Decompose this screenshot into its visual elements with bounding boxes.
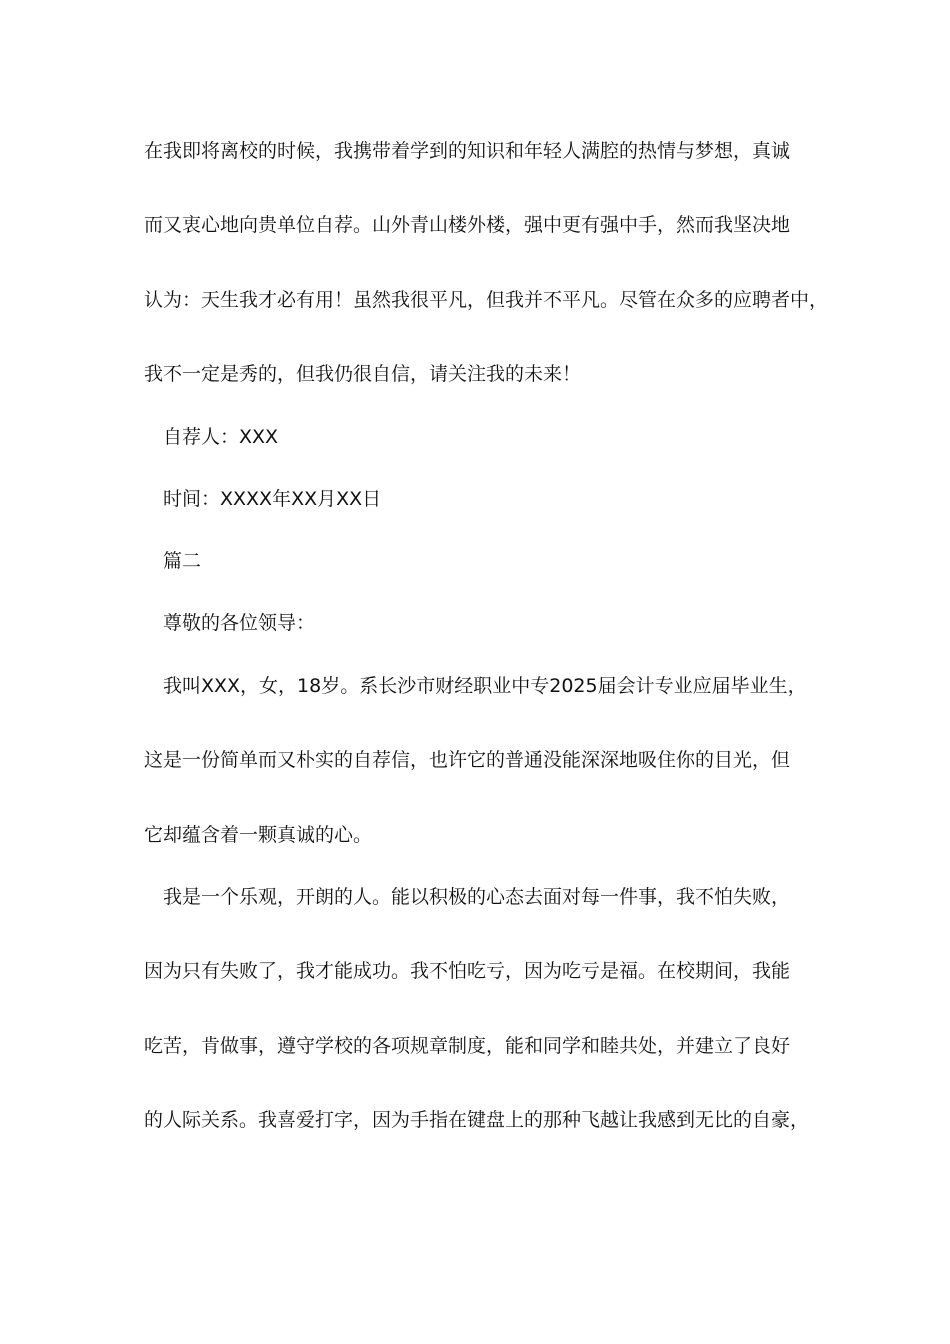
- paragraph-line: 吃苦，肯做事，遵守学校的各项规章制度，能和同学和睦共处，并建立了良好: [144, 1035, 791, 1057]
- paragraph-line: 它却蕴含着一颗真诚的心。: [144, 824, 373, 846]
- signature-line: 自荐人：XXX: [163, 426, 279, 448]
- paragraph-line: 这是一份简单而又朴实的自荐信，也许它的普通没能深深地吸住你的目光，但: [144, 749, 791, 771]
- paragraph-line: 我叫XXX，女，18岁。系长沙市财经职业中专2025届会计专业应届毕业生，: [163, 675, 807, 697]
- paragraph-line: 我不一定是秀的，但我仍很自信，请关注我的未来！: [144, 363, 582, 385]
- salutation: 尊敬的各位领导：: [163, 612, 316, 634]
- paragraph-line: 的人际关系。我喜爱打字，因为手指在键盘上的那种飞越让我感到无比的自豪，: [144, 1109, 810, 1131]
- paragraph-line: 而又衷心地向贵单位自荐。山外青山楼外楼，强中更有强中手，然而我坚决地: [144, 214, 791, 236]
- paragraph-line: 在我即将离校的时候，我携带着学到的知识和年轻人满腔的热情与梦想，真诚: [144, 140, 791, 162]
- date-line: 时间：XXXX年XX月XX日: [163, 488, 382, 510]
- paragraph-line: 我是一个乐观，开朗的人。能以积极的心态去面对每一件事，我不怕失败，: [163, 886, 791, 908]
- paragraph-line: 认为：天生我才必有用！虽然我很平凡，但我并不平凡。尽管在众多的应聘者中，: [144, 289, 829, 311]
- paragraph-line: 因为只有失败了，我才能成功。我不怕吃亏，因为吃亏是福。在校期间，我能: [144, 960, 791, 982]
- section-heading: 篇二: [163, 550, 202, 572]
